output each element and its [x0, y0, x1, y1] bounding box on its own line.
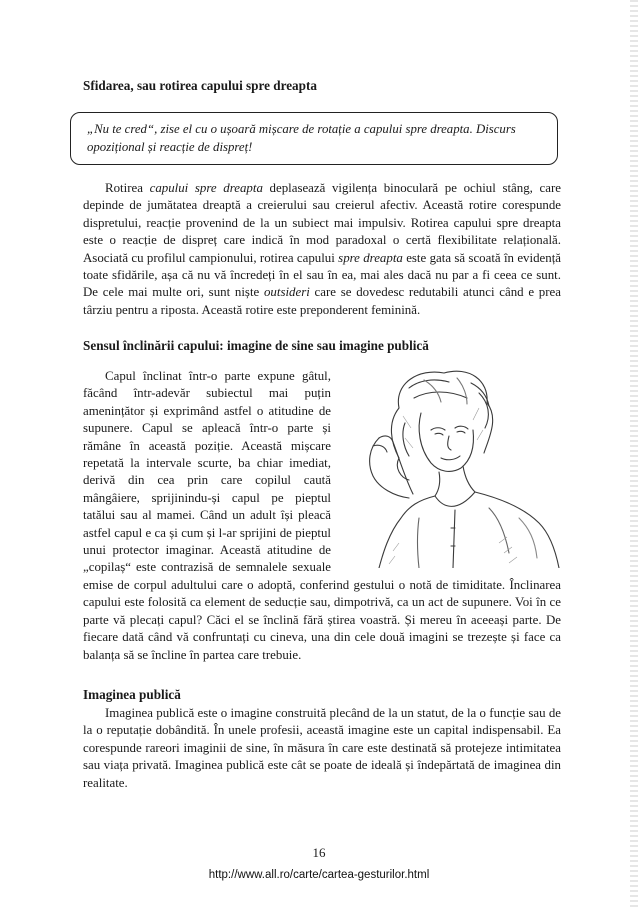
section-heading-head-tilt: Sensul înclinării capului: imagine de sine sau imagine publică: [83, 338, 429, 353]
paragraph-public-image: Imaginea publică este o imagine construită plecând de la un statut, de la o funcție sau de la o reputație dobândită. În unele profesii, această imagine este un capital indispensabil. Ea corespunde rareori imaginii de sine, în măsura în care este destinată să protejeze intimitatea sau viața privată. Imaginea publică este cât se poate de ideală și îndepărtată de imaginea din realitate.: [83, 706, 561, 790]
emphasis-text: outsideri: [263, 285, 310, 300]
page-edge: [630, 0, 638, 909]
woman-tilted-head-illustration: [339, 368, 561, 568]
head-tilt-text-block: [83, 368, 561, 664]
page-number: 16: [312, 845, 326, 860]
emphasis-text: capului spre dreapta: [149, 181, 263, 195]
quote-box: „Nu te cred“, zise el cu o ușoară mișcare de rotație a capului spre dreapta. Discurs opozițional și reacție de dispreț!: [70, 112, 558, 165]
section-heading-defiance: Sfidarea, sau rotirea capului spre dreapta: [83, 78, 317, 93]
section-heading-public-image: Imaginea publică: [83, 687, 181, 702]
emphasis-text: spre dreapta: [338, 250, 403, 265]
paragraph-head-rotation: Rotirea capului spre dreapta deplasează vigilența binoculară pe ochiul stâng, care depinde de jumătatea dreaptă a creierului sau creierul afectiv. Această rotire corespunde dispretului, reacție provenind de la un subiect mai impulsiv. Rotirea capului spre dreapta este o reacție de dispreț care indică în mod paradoxal o certă flexibilitate relațională. Asociată cu profilul campionului, rotirea capului spre dreapta este gata să scoată în evidență toate sfidările, așa că nu vă încredeți în el sau în ea, mai ales dacă nu par a fi ceea ce sunt. De cele mai multe ori, sunt niște outsideri care se dovedesc redutabili atunci când e prea târziu pentru a riposta. Această rotire este preponderent feminină.: [83, 181, 561, 317]
paragraph-head-tilt: Capul înclinat într-o parte expune gâtul, făcând într-adevăr subiectul mai puțin amenințător și exprimând astfel o atitudine de supunere. Capul se apleacă într-o parte și rămâne în această poziție. Această mișcare repetată la intervale scurte, ba chiar imediat, derivă din cea prin care copilul caută mângâiere, sprijinindu-și capul pe pieptul tatălui sau al mamei. Când un adult își pleacă astfel capul e ca și cum și l-ar sprijini de pieptul unui protector imaginar. Această atitudine de „copilaș“ este contrazisă de semnalele sexuale emise de corpul adultului care o adoptă, conferind gestului o notă de timiditate. Înclinarea capului este folosită ca element de seducție sau, dimpotrivă, ca un act de supunere. Voi în ce parte vă plecați capul? Căci el se înclină fără știrea voastră. Și mereu în aceeași parte. De fiecare dată când vă confruntați cu cineva, una din cele două imagini se trezește și face ca balanța să se încline în partea care trebuie.: [83, 369, 561, 662]
source-url[interactable]: http://www.all.ro/carte/cartea-gesturilor.html: [208, 869, 430, 881]
